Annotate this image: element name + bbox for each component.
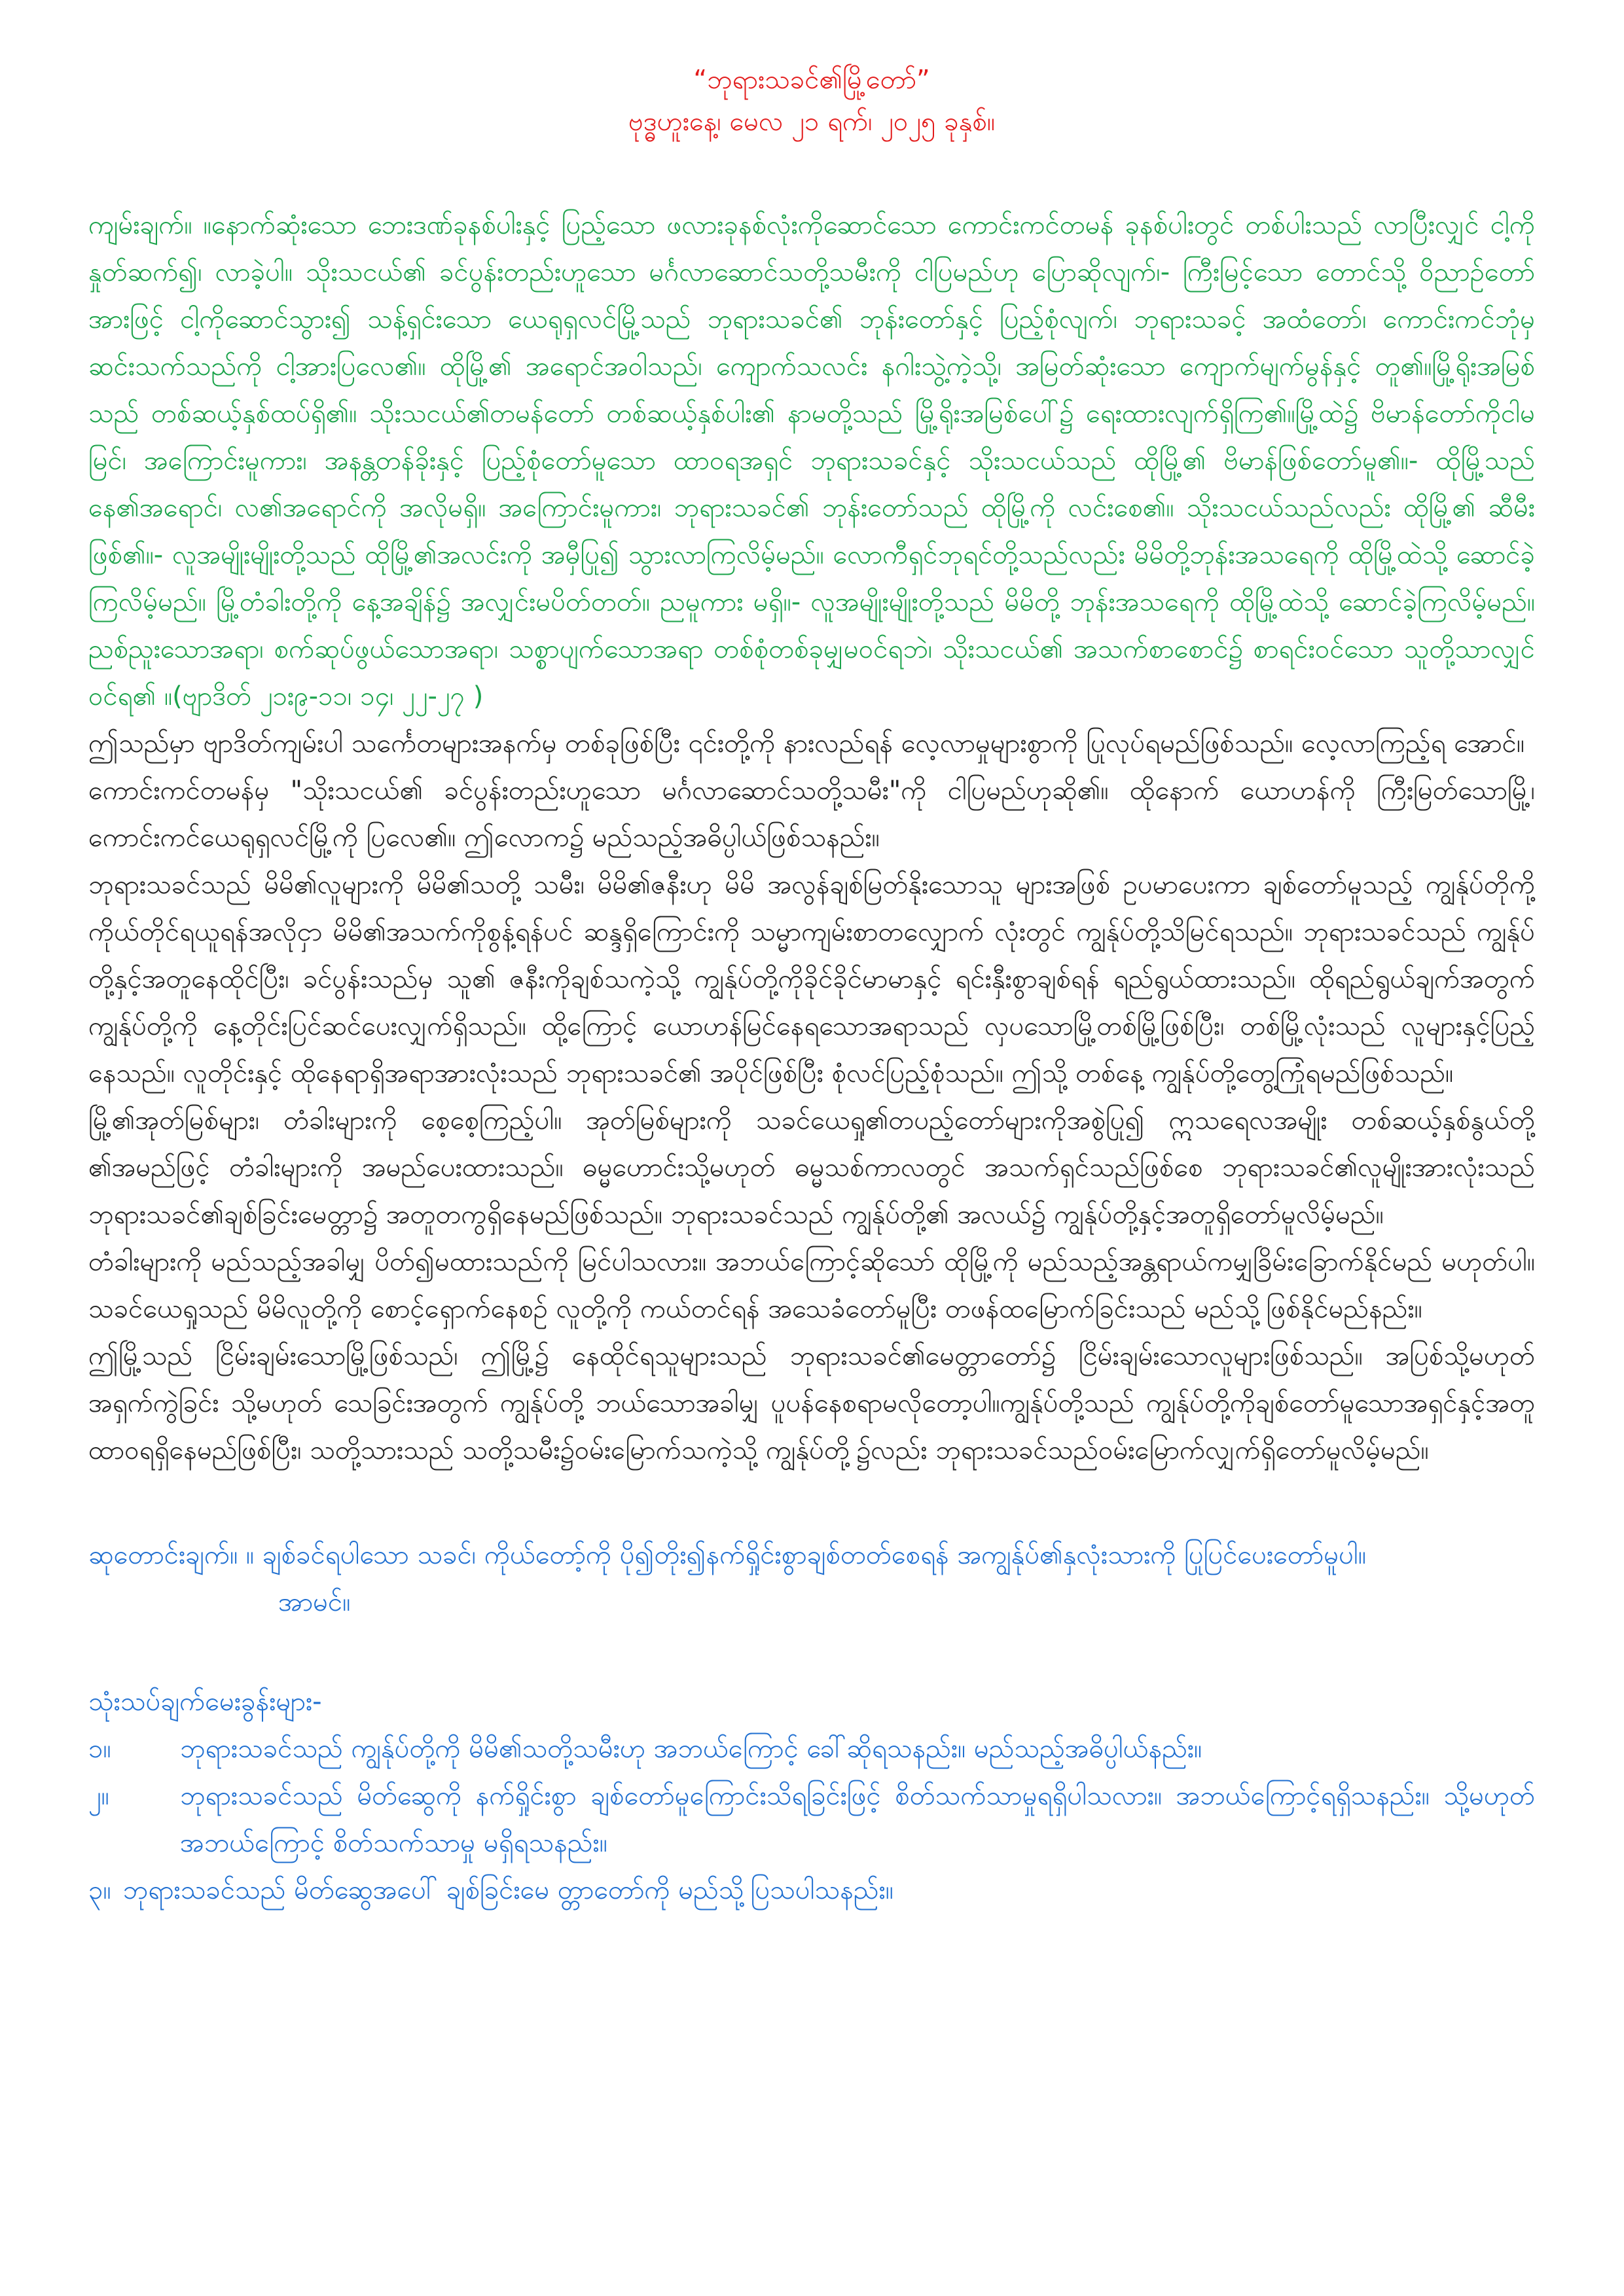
question-item	[88, 1867, 1535, 1914]
question-text: ဘုရားသခင်သည် ကျွန်ုပ်တို့ကို မိမိ၏သတို့သမီးဟု အဘယ်ကြောင့် ခေါ်ဆိုရသနည်း။ မည်သည့်အဓိပ္ပါယ်နည်း။	[180, 1734, 1202, 1764]
title-block	[88, 59, 1535, 143]
question-number: ၃။	[88, 1875, 111, 1905]
document-title: “ဘုရားသခင်၏မြို့တော်”	[693, 65, 930, 95]
document-page	[88, 52, 1535, 1914]
question-number: ၁။	[88, 1734, 111, 1764]
prayer-text: ဆုတောင်းချက်။ ။ ချစ်ခင်ရပါသော သခင်၊ ကိုယ်တော့်ကို ပို၍တိုး၍နက်ရှိုင်းစွာချစ်တတ်စေရန် အကျွန်ုပ်၏နှလုံးသားကို ပြုပြင်ပေးတော်မူပါ။	[88, 1540, 1366, 1570]
question-item	[88, 1772, 1535, 1867]
questions-title: သုံးသပ်ချက်မေးခွန်းများ-	[88, 1687, 322, 1717]
document-date: ဗုဒ္ဓဟူးနေ့၊ မေလ ၂၁ ရက်၊ ၂၀၂၅ ခုနှစ်။	[628, 107, 996, 137]
body-paragraph-4: မြို့၏အုတ်မြစ်များ၊ တံခါးများကို စေ့စေ့ကြည့်ပါ။ အုတ်မြစ်များကို သခင်ယေရှု၏တပည့်တော်များကိုအစွဲပြု၍ ဣသရေလအမျိုး တစ်ဆယ့်နှစ်နွယ်တို့ ၏အမည်ဖြင့် တံခါးများကို အမည်ပေးထားသည်။ ဓမ္မဟောင်းသို့မဟုတ် ဓမ္မသစ်ကာလတွင် အသက်ရှင်သည်ဖြစ်စေ ဘုရားသခင်၏လူမျိုးအားလုံးသည် ဘုရားသခင်၏ချစ်ခြင်းမေတ္တာ၌ အတူတကွရှိနေမည်ဖြစ်သည်။ ဘုရားသခင်သည် ကျွန်ုပ်တို့၏ အလယ်၌ ကျွန်ုပ်တို့နှင့်အတူရှိတော်မူလိမ့်မည်။	[88, 1105, 1535, 1230]
question-text: ဘုရားသခင်သည် မိတ်ဆွေကို နက်ရှိုင်းစွာ ချစ်တော်မူကြောင်းသိရခြင်းဖြင့် စိတ်သက်သာမှုရရှိပါသလား။ အဘယ်ကြောင့်ရရှိသနည်း။ သို့မဟုတ် အဘယ်ကြောင့် စိတ်သက်သာမှု မရှိရသနည်း။	[180, 1781, 1535, 1858]
prayer-amen: အာမင်။	[278, 1587, 351, 1617]
scripture-passage: ကျမ်းချက်။ ။နောက်ဆုံးသော ဘေးဒဏ်ခုနစ်ပါးနှင့် ပြည့်သော ဖလားခုနစ်လုံးကိုဆောင်သော ကောင်းကင်တမန် ခုနစ်ပါးတွင် တစ်ပါးသည် လာပြီးလျှင် ငါ့ကိုနှုတ်ဆက်၍၊ လာခဲ့ပါ။ သိုးသငယ်၏ ခင်ပွန်းတည်းဟူသော မင်္ဂလာဆောင်သတို့သမီးကို ငါပြမည်ဟု ပြောဆိုလျက်၊- ကြီးမြင့်သော တောင်သို့ ဝိညာဉ်တော်အားဖြင့် ငါ့ကိုဆောင်သွား၍ သန့်ရှင်းသော ယေရုရှလင်မြို့သည် ဘုရားသခင်၏ ဘုန်းတော်နှင့် ပြည့်စုံလျက်၊ ဘုရားသခင့် အထံတော်၊ ကောင်းကင်ဘုံမှ ဆင်းသက်သည်ကို ငါ့အားပြလေ၏။ ထိုမြို့၏ အရောင်အဝါသည်၊ ကျောက်သလင်း နဂါးသွဲ့ကဲ့သို့၊ အမြတ်ဆုံးသော ကျောက်မျက်မွန်နှင့် တူ၏။မြို့ရိုးအမြစ်သည် တစ်ဆယ့်နှစ်ထပ်ရှိ၏။ သိုးသငယ်၏တမန်တော် တစ်ဆယ့်နှစ်ပါး၏ နာမတို့သည် မြို့ရိုးအမြစ်ပေါ်၌ ရေးထားလျက်ရှိကြ၏။မြို့ထဲ၌ ဗိမာန်တော်ကိုငါမမြင်၊ အကြောင်းမူကား၊ အနန္တတန်ခိုးနှင့် ပြည့်စုံတော်မူသော ထာဝရအရှင် ဘုရားသခင်နှင့် သိုးသငယ်သည် ထိုမြို့၏ ဗိမာန်ဖြစ်တော်မူ၏။- ထိုမြို့သည် နေ၏အရောင်၊ လ၏အရောင်ကို အလိုမရှိ။ အကြောင်းမူကား၊ ဘုရားသခင်၏ ဘုန်းတော်သည် ထိုမြို့ကို လင်းစေ၏။ သိုးသငယ်သည်လည်း ထိုမြို့၏ ဆီမီးဖြစ်၏။- လူအမျိုးမျိုးတို့သည် ထိုမြို့၏အလင်းကို အမှီပြု၍ သွားလာကြလိမ့်မည်။ လောကီရှင်ဘုရင်တို့သည်လည်း မိမိတို့ဘုန်းအသရေကို ထိုမြို့ထဲသို့ ဆောင်ခဲ့ကြလိမ့်မည်။ မြို့တံခါးတို့ကို နေ့အချိန်၌ အလျှင်းမပိတ်တတ်။ ညမူကား မရှိ။- လူအမျိုးမျိုးတို့သည် မိမိတို့ ဘုန်းအသရေကို ထိုမြို့ထဲသို့ ဆောင်ခဲ့ကြလိမ့်မည်။ ညစ်ညူးသောအရာ၊ စက်ဆုပ်ဖွယ်သောအရာ၊ သစ္စာပျက်သောအရာ တစ်စုံတစ်ခုမျှမဝင်ရဘဲ၊ သိုးသငယ်၏ အသက်စာစောင်၌ စာရင်းဝင်သော သူတို့သာလျှင် ဝင်ရ၏ ။(ဗျာဒိတ် ၂၁း၉-၁၁၊ ၁၄၊ ၂၂-၂၇ )	[88, 210, 1535, 711]
question-text: ဘုရားသခင်သည် မိတ်ဆွေအပေါ် ချစ်ခြင်းမေ တ္တာတော်ကို မည်သို့ပြသပါသနည်း။	[122, 1875, 893, 1905]
question-item	[88, 1725, 1535, 1772]
prayer-section	[88, 1532, 1535, 1626]
question-number: ၂။	[88, 1781, 109, 1811]
body-paragraph-5: တံခါးများကို မည်သည့်အခါမျှ ပိတ်၍မထားသည်ကို မြင်ပါသလား။ အဘယ်ကြောင့်ဆိုသော် ထိုမြို့ကို မည်သည့်အန္တရာယ်ကမျှခြိမ်းခြောက်နိုင်မည် မဟုတ်ပါ။သခင်ယေရှုသည် မိမိလူတို့ကို စောင့်ရှောက်နေစဥ် လူတို့ကို ကယ်တင်ရန် အသေခံတော်မူပြီး တဖန်ထမြောက်ခြင်းသည် မည်သို့ဖြစ်နိုင်မည်နည်း။	[88, 1247, 1535, 1324]
body-paragraph-2: ကောင်းကင်တမန်မှ "သိုးသငယ်၏ ခင်ပွန်းတည်းဟူသော မင်္ဂလာဆောင်သတို့သမီး"ကို ငါပြမည်ဟုဆို၏။ ထိုနောက် ယောဟန်ကို ကြီးမြတ်သောမြို့၊ ကောင်းကင်ယေရုရှလင်မြို့ကို ပြလေ၏။ ဤလောက၌ မည်သည့်အဓိပ္ပါယ်ဖြစ်သနည်း။	[88, 776, 1535, 853]
body-paragraph-6: ဤမြို့သည် ငြိမ်းချမ်းသောမြို့ဖြစ်သည်၊ ဤမြို့၌ နေထိုင်ရသူများသည် ဘုရားသခင်၏မေတ္တာတော်၌ ငြိမ်းချမ်းသောလူများဖြစ်သည်။ အပြစ်သို့မဟုတ် အရှက်ကွဲခြင်း သို့မဟုတ် သေခြင်းအတွက် ကျွန်ုပ်တို့ ဘယ်သောအခါမျှ ပူပန်နေစရာမလိုတော့ပါ။ကျွန်ုပ်တို့သည် ကျွန်ုပ်တို့ကိုချစ်တော်မူသောအရှင်နှင့်အတူ ထာဝရရှိနေမည်ဖြစ်ပြီး၊ သတို့သားသည် သတို့သမီး၌ဝမ်းမြောက်သကဲ့သို့ ကျွန်ုပ်တို့၌လည်း ဘုရားသခင်သည်ဝမ်းမြောက်လျှက်ရှိတော်မူလိမ့်မည်။	[88, 1341, 1535, 1465]
reflection-questions	[88, 1678, 1535, 1914]
body-paragraph-1: ဤသည်မှာ ဗျာဒိတ်ကျမ်းပါ သင်္ကေတများအနက်မှ တစ်ခုဖြစ်ပြီး ၎င်းတို့ကို နားလည်ရန် လေ့လာမှုများစွာကို ပြုလုပ်ရမည်ဖြစ်သည်။ လေ့လာကြည့်ရ အောင်။	[88, 728, 1525, 759]
body-paragraph-3: ဘုရားသခင်သည် မိမိ၏လူများကို မိမိ၏သတို့ သမီး၊ မိမိ၏ဇနီးဟု မိမိ အလွန်ချစ်မြတ်နိုးသောသူ များအဖြစ် ဥပမာပေးကာ ချစ်တော်မူသည့် ကျွန်ုပ်တိုကို့ ကိုယ်တိုင်ရယူရန်အလိုငှာ မိမိ၏အသက်ကိုစွန့်ရန်ပင် ဆန္ဒရှိကြောင်းကို သမ္မာကျမ်းစာတလျှောက် လုံးတွင် ကျွန်ုပ်တို့သိမြင်ရသည်။ ဘုရားသခင်သည် ကျွန်ုပ်တို့နှင့်အတူနေထိုင်ပြီး၊ ခင်ပွန်းသည်မှ သူ၏ ဇနီးကိုချစ်သကဲ့သို့ ကျွန်ုပ်တို့ကိုခိုင်ခိုင်မာမာနှင့် ရင်းနှီးစွာချစ်ရန် ရည်ရွယ်ထားသည်။ ထိုရည်ရွယ်ချက်အတွက် ကျွန်ုပ်တို့ကို နေ့တိုင်းပြင်ဆင်ပေးလျှက်ရှိသည်။ ထို့ကြောင့် ယောဟန်မြင်နေရသောအရာသည် လှပသောမြို့တစ်မြို့ဖြစ်ပြီး၊ တစ်မြို့လုံးသည် လူများနှင့်ပြည့်နေသည်။ လူတိုင်းနှင့် ထိုနေရာရှိအရာအားလုံးသည် ဘုရားသခင်၏ အပိုင်ဖြစ်ပြီး စုံလင်ပြည့်စုံသည်။ ဤသို့ တစ်နေ့ ကျွန်ုပ်တို့တွေ့ကြုံရမည်ဖြစ်သည်။	[88, 870, 1535, 1088]
